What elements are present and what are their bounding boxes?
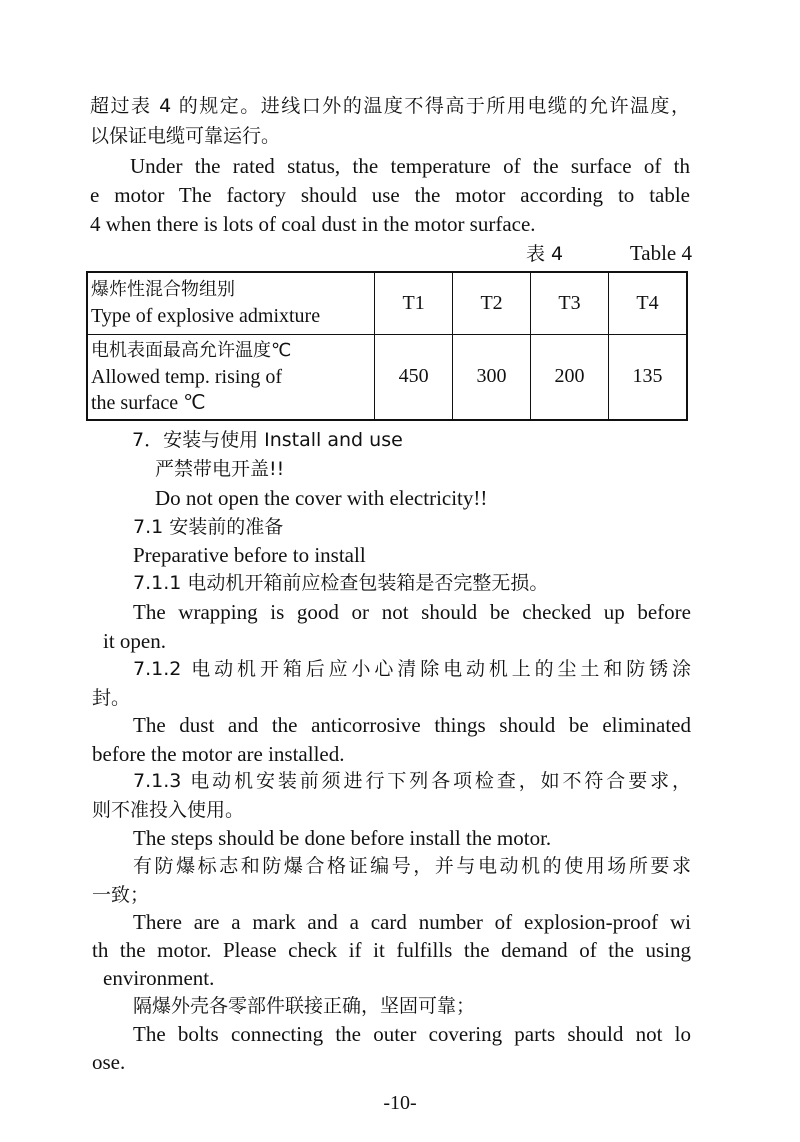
table-row <box>87 334 687 420</box>
s713-zh-line1: 7.1.3 电动机安装前须进行下列各项检查，如不符合要求， <box>133 770 691 792</box>
s712-zh-line1: 7.1.2 电动机开箱后应小心清除电动机上的尘土和防锈涂 <box>133 658 691 680</box>
cell-t4: T4 <box>608 272 687 334</box>
check1-zh-line2: 一致； <box>92 884 150 906</box>
check1-en-line1: There are a mark and a card number of explosion-proof wi <box>133 910 691 934</box>
s711-en-line1: The wrapping is good or not should be checked up before <box>133 600 691 624</box>
check1-en-line3: environment. <box>103 966 215 990</box>
cell-t3: T3 <box>531 272 609 334</box>
table-row <box>87 272 687 334</box>
cell-200: 200 <box>531 334 609 420</box>
temperature-table <box>86 271 688 421</box>
s71-zh: 7.1 安装前的准备 <box>133 516 284 538</box>
row2-label-zh: 电机表面最高允许温度℃ <box>91 339 292 361</box>
para1-zh-line2: 以保证电缆可靠运行。 <box>90 125 281 147</box>
warning-zh: 严禁带电开盖!! <box>155 458 285 480</box>
s711-zh: 7.1.1 电动机开箱前应检查包装箱是否完整无损。 <box>133 572 549 594</box>
s71-en: Preparative before to install <box>133 543 366 567</box>
para1-en-line3: 4 when there is lots of coal dust in the motor surface. <box>90 212 536 236</box>
check2-en-line1: The bolts connecting the outer covering parts should not lo <box>133 1022 691 1046</box>
s712-en-line2: before the motor are installed. <box>92 742 345 766</box>
page-number: -10- <box>383 1092 417 1114</box>
check2-en-line2: ose. <box>92 1050 126 1074</box>
check1-en-line2: th the motor. Please check if it fulfills the demand of the using <box>92 938 691 962</box>
row1-label <box>87 272 375 334</box>
cell-t1: T1 <box>375 272 453 334</box>
para1-en-line1: Under the rated status, the temperature of the surface of th <box>130 154 690 178</box>
cell-300: 300 <box>453 334 531 420</box>
check2-zh: 隔爆外壳各零部件联接正确，坚固可靠； <box>133 995 476 1017</box>
cell-t2: T2 <box>453 272 531 334</box>
s712-en-line1: The dust and the anticorrosive things should be eliminated <box>133 713 691 737</box>
check1-zh-line1: 有防爆标志和防爆合格证编号，并与电动机的使用场所要求 <box>133 855 691 877</box>
s711-en-line2: it open. <box>103 629 166 653</box>
cell-450: 450 <box>375 334 453 420</box>
row2-label-en1: Allowed temp. rising of <box>91 365 283 388</box>
table-caption-zh: 表 4 <box>526 243 564 265</box>
s712-zh-line2: 封。 <box>92 687 131 709</box>
row2-label-en2: the surface ℃ <box>91 391 206 414</box>
s713-zh-line2: 则不准投入使用。 <box>92 799 245 821</box>
warning-en: Do not open the cover with electricity!! <box>155 486 488 510</box>
cell-135: 135 <box>608 334 687 420</box>
table-caption-en: Table 4 <box>629 241 692 265</box>
section7-heading: 7．安装与使用 Install and use <box>132 429 403 451</box>
para1-en-line2: e motor The factory should use the motor according to table <box>90 183 690 207</box>
row2-label <box>87 334 375 420</box>
row1-label-en: Type of explosive admixture <box>91 305 321 328</box>
para1-zh-line1: 超过表 4 的规定。进线口外的温度不得高于所用电缆的允许温度， <box>90 95 690 117</box>
table-caption <box>526 239 692 268</box>
s713-en: The steps should be done before install the motor. <box>133 826 552 850</box>
row1-label-zh: 爆炸性混合物组别 <box>91 279 235 301</box>
